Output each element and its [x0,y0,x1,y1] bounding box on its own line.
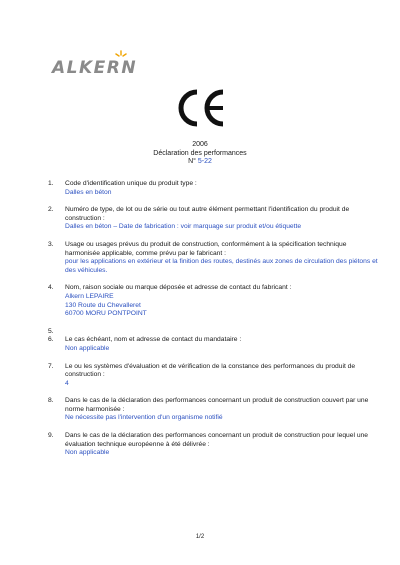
page-number: 1/2 [195,534,205,540]
declaration-item [48,363,378,389]
alkern-logo [52,50,142,78]
item-label: Code d'identification unique du produit type : [65,180,197,187]
declaration-item [48,397,378,423]
item-number: 8. [48,397,54,405]
item-value: 4 [65,379,69,387]
item-number: 4. [48,284,54,292]
item-value: 130 Route du Chevalleret [65,301,141,309]
item-label: Numéro de type, de lot ou de série ou tout autre élément permettant l'identification du produit de construction : [65,206,350,222]
declaration-item [48,206,378,232]
item-label: Nom, raison sociale ou marque déposée et adresse de contact du fabricant : [65,284,292,292]
item-value: Dalles en béton – Date de fabrication : voir marquage sur produit et/ou étiquette [65,223,302,231]
logo-text: ALKERN [52,58,138,78]
header-number-value: 5-22 [197,158,212,166]
item-label: Dans le cas de la déclaration des performances concernant un produit de construction couvert par une norme harmonisée : [65,397,369,413]
item-value: Ne nécessite pas l'intervention d'un organisme notifié [65,414,223,422]
document-header [0,141,400,167]
item-number: 6. [48,336,54,344]
item-number: 1. [48,180,54,187]
star-icon [114,50,128,62]
item-value: 60700 MORU PONTPOINT [65,310,147,318]
declaration-item [48,180,378,197]
item-number: 7. [48,362,54,370]
declaration-item [48,336,378,353]
header-number [0,158,400,167]
declaration-item [48,284,378,318]
declaration-items [48,180,378,458]
header-number-prefix: N° [188,158,198,166]
ce-mark-icon [173,88,227,128]
item-number: 2. [48,206,54,214]
item-value: Non applicable [65,344,110,352]
item-label: Dans le cas de la déclaration des performances concernant un produit de construction pour lequel une évaluation technique européenne à été délivrée : [65,432,368,448]
item-label: Le ou les systèmes d'évaluation et de vérification de la constance des performances du produit de construction : [65,362,356,379]
item-number: 9. [48,432,54,440]
item-value: Dalles en béton [65,188,112,196]
header-title: Déclaration des performances [153,149,247,157]
item-value: pour les applications en extérieur et la finition des routes, destinés aux zones de circulation des piétons et des véhicules. [65,258,378,274]
item-value: Alkern LEPAIRE [65,292,114,300]
item-value: Non applicable [65,449,110,457]
declaration-item [48,328,378,337]
item-number: 5. [48,327,54,335]
item-label: Le cas échéant, nom et adresse de contact du mandataire : [65,336,242,344]
declaration-item [48,432,378,458]
item-number: 3. [48,240,54,248]
declaration-item [48,241,378,275]
item-label: Usage ou usages prévus du produit de construction, conformément à la spécification technique harmonisée applicable, comme prévu par le fabricant : [65,240,347,257]
header-year: 2006 [192,141,208,148]
